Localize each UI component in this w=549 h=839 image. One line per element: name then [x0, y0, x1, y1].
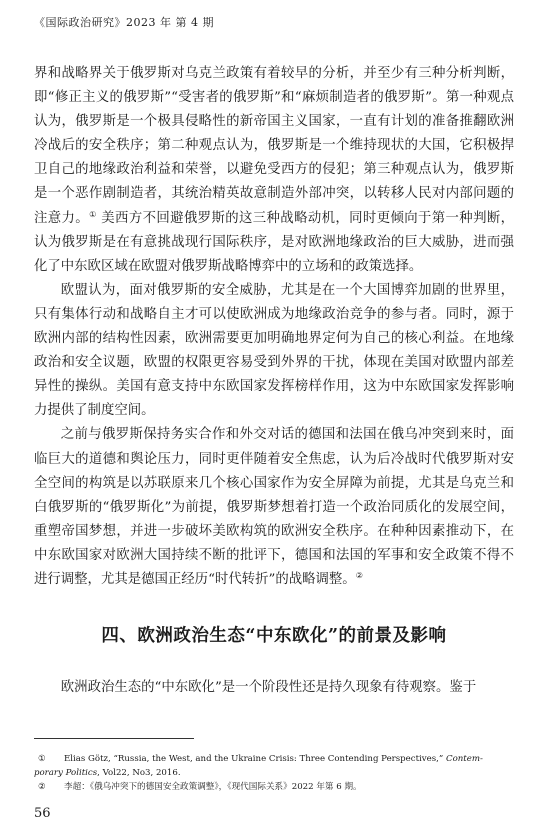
footnote-ref-2[interactable]: ② — [355, 570, 363, 580]
footnote-1-text: Elias Götz, “Russia, the West, and the Ukraine Crisis: Three Contending Perspectives,” — [64, 754, 446, 764]
paragraph-3-text: 之前与俄罗斯保持务实合作和外交对话的德国和法国在俄乌冲突到来时，面临巨大的道德和舆论压力，同时更伴随着安全焦虑，认为后冷战时代俄罗斯对安全空间的构筑是以苏联原来几个核心国家作为安全屏障为前提，尤其是乌克兰和白俄罗斯的“俄罗斯化”为前提，俄罗斯梦想着打造一个政治同质化的发展空间，重塑帝国梦想，并进一步破坏美欧构筑的欧洲安全秩序。在种种因素推动下，在中东欧国家对欧洲大国持续不断的批评下，德国和法国的军事和安全政策不得不进行调整，尤其是德国正经历“时代转折”的战略调整。 — [34, 427, 514, 587]
footnote-1 — [34, 752, 514, 780]
paragraph-4: 欧洲政治生态的“中东欧化”是一个阶段性还是持久现象有待观察。鉴于 — [60, 680, 477, 696]
paragraph-2: 欧盟认为，面对俄罗斯的安全威胁，尤其是在一个大国博弈加剧的世界里，只有集体行动和战略自主才可以使欧洲成为地缘政治竞争的参与者。同时，源于欧洲内部的结构性因素，欧洲需要更加明确地界定何为自己的核心利益。在地缘政治和安全议题，欧盟的权限更容易受到外界的干扰，体现在美国对欧盟内部差异性的操纵。美国有意支持中东欧国家发挥榜样作用，这为中东欧国家发挥影响力提供了制度空间。 — [34, 282, 514, 419]
running-header: 《国际政治研究》2023 年 第 4 期 — [34, 16, 214, 29]
paragraph-1-text: 界和战略界关于俄罗斯对乌克兰政策有着较早的分析，并至少有三种分析判断，即“修正主义的俄罗斯”“受害者的俄罗斯”和“麻烦制造者的俄罗斯”。第一种观点认为，俄罗斯是一个极具侵略性的新帝国主义国家，一直有计划的准备推翻欧洲冷战后的安全秩序；第二种观点认为，俄罗斯是一个维持现状的大国，它积极捍卫自己的地缘政治利益和荣誉，以避免受西方的侵犯；第三种观点认为，俄罗斯是一个恶作剧制造者，其统治精英故意制造外部冲突，以转移人民对内部问题的注意力。 — [34, 66, 514, 226]
page-number: 56 — [34, 806, 51, 821]
paragraph-3 — [34, 423, 514, 592]
footnote-divider — [34, 738, 194, 739]
footnote-2-text: 李超：《俄乌冲突下的德国安全政策调整》，《现代国际关系》2022 年第 6 期。 — [64, 782, 362, 792]
footnote-1-details: , Vol22, No3, 2016. — [97, 768, 181, 778]
footnote-1-mark: ① — [38, 754, 46, 764]
footnote-ref-1[interactable]: ① — [89, 209, 97, 219]
footnotes — [34, 752, 514, 794]
paragraph-1 — [34, 62, 514, 279]
footnote-2 — [34, 780, 514, 794]
body-text — [34, 62, 514, 700]
footnote-2-mark: ② — [38, 782, 46, 792]
footnote-1-journal-end: porary Politics — [34, 768, 98, 778]
section-heading: 四、欧洲政治生态“中东欧化”的前景及影响 — [101, 626, 447, 647]
paragraph-1-tail: 美西方不回避俄罗斯的这三种战略动机，同时更倾向于第一种判断，认为俄罗斯是在有意挑战现行国际秩序，是对欧洲地缘政治的巨大威胁，进而强化了中东欧区域在欧盟对俄罗斯战略博弈中的立场和的政策选择。 — [34, 210, 515, 274]
footnote-1-journal-start: Contem- — [446, 754, 483, 764]
